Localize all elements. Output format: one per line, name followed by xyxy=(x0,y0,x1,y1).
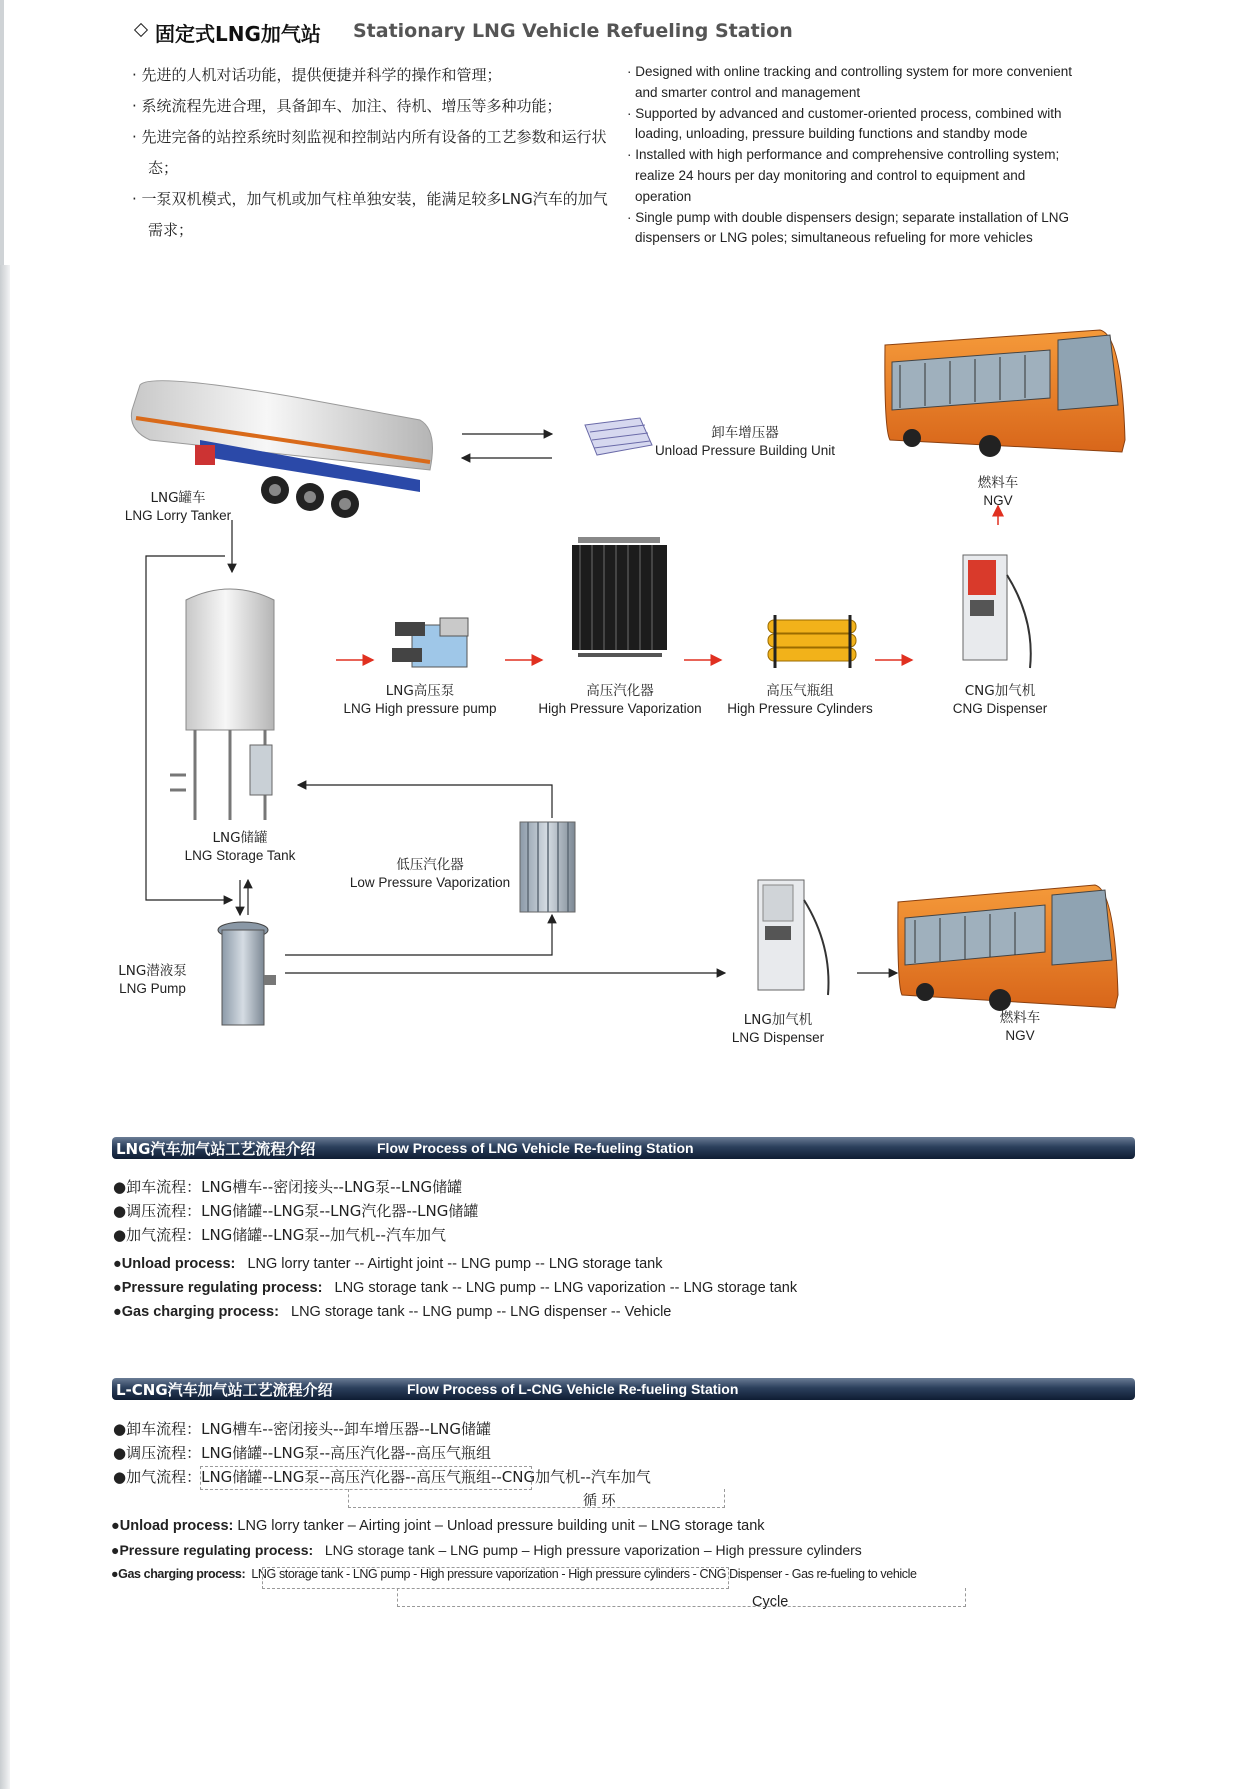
cycle-label-en: Cycle xyxy=(752,1594,789,1610)
label-lng-dispenser: LNG加气机 LNG Dispenser xyxy=(731,1012,825,1045)
lng-hp-pump-icon xyxy=(392,618,468,667)
feature-zh-item: · 系统流程先进合理，具备卸车、加注、待机、增压等多种功能； xyxy=(132,97,562,115)
lng-process-zh: ●卸车流程：LNG槽车--密闭接头--LNG泵--LNG储罐 xyxy=(113,1178,463,1196)
lcng-process-zh: ●卸车流程：LNG槽车--密闭接头--卸车增压器--LNG储罐 xyxy=(113,1420,491,1438)
label-tanker: LNG罐车 LNG Lorry Tanker xyxy=(124,490,232,523)
lng-storage-tank-icon xyxy=(170,589,274,820)
unload-pressure-unit-icon xyxy=(585,418,652,455)
label-hp-cylinders: 高压气瓶组 High Pressure Cylinders xyxy=(727,683,873,716)
lng-process-en: ●Pressure regulating process: LNG storage tank -- LNG pump -- LNG vaporization -- LNG storage tank xyxy=(113,1280,798,1296)
hp-vaporizer-icon xyxy=(572,540,667,655)
cycle-label-zh: 循 环 xyxy=(583,1493,616,1509)
lng-process-en: ●Gas charging process: LNG storage tank -- LNG pump -- LNG dispenser -- Vehicle xyxy=(113,1304,672,1320)
cng-dispenser-icon xyxy=(963,555,1031,668)
label-lng-pump: LNG潜液泵 LNG Pump xyxy=(118,963,187,996)
cycle-bracket-en-lower xyxy=(397,1588,966,1607)
label-hp-vapor: 高压汽化器 High Pressure Vaporization xyxy=(538,683,702,716)
label-lp-vapor: 低压汽化器 Low Pressure Vaporization xyxy=(349,857,511,890)
feature-en-item: · Designed with online tracking and controlling system for more convenient and smarter control and management xyxy=(627,64,1072,100)
cycle-bracket-zh-lower xyxy=(348,1489,725,1508)
label-storage-tank: LNG储罐 LNG Storage Tank xyxy=(184,830,296,863)
lcng-process-en: ●Pressure regulating process: LNG storage tank – LNG pump – High pressure vaporization – High pressure cylinders xyxy=(111,1542,862,1558)
ngv-bus-bottom-icon xyxy=(898,885,1118,1011)
feature-en-item: · Single pump with double dispensers design; separate installation of LNG dispensers or LNG poles; simultaneous refueling for more vehicles xyxy=(627,209,1070,246)
page-title-en: Stationary LNG Vehicle Refueling Station xyxy=(353,20,793,42)
cycle-bracket-en xyxy=(262,1567,729,1589)
feature-zh-item: · 先进完备的站控系统时刻监视和控制站内所有设备的工艺参数和运行状态； xyxy=(132,128,607,177)
label-hp-pump: LNG高压泵 LNG High pressure pump xyxy=(343,683,497,716)
lng-process-zh: ●调压流程：LNG储罐--LNG泵--LNG汽化器--LNG储罐 xyxy=(113,1202,479,1220)
label-ngv-bottom: 燃料车 NGV xyxy=(999,1010,1041,1043)
feature-en-item: · Supported by advanced and customer-oriented process, combined with loading, unloading, pressure building functions and standby mode xyxy=(627,105,1062,142)
lcng-process-zh: ●加气流程：LNG储罐--LNG泵--高压汽化器--高压气瓶组--CNG加气机--汽车加气 xyxy=(113,1468,651,1486)
lp-vaporizer-icon xyxy=(520,822,575,912)
section-title-zh: L-CNG汽车加气站工艺流程介绍 xyxy=(116,1381,333,1399)
section-title-zh: LNG汽车加气站工艺流程介绍 xyxy=(116,1140,316,1158)
lcng-process-zh: ●调压流程：LNG储罐--LNG泵--高压汽化器--高压气瓶组 xyxy=(113,1444,491,1462)
section-bar-lng xyxy=(112,1137,1135,1159)
page-title-zh: 固定式LNG加气站 xyxy=(155,22,321,46)
feature-en-item: · Installed with high performance and comprehensive controlling system; realize 24 hours per day monitoring and control to equipment and operation xyxy=(627,147,1060,204)
ngv-bus-top-icon xyxy=(885,330,1125,457)
lng-pump-icon xyxy=(218,922,276,1025)
cycle-bracket-zh xyxy=(200,1466,532,1490)
label-ngv-top: 燃料车 NGV xyxy=(977,475,1019,508)
section-title-en: Flow Process of LNG Vehicle Re-fueling Station xyxy=(377,1140,694,1156)
lng-process-en: ●Unload process: LNG lorry tanter -- Airtight joint -- LNG pump -- LNG storage tank xyxy=(113,1256,663,1272)
feature-zh-item: · 一泵双机模式，加气机或加气柱单独安装，能满足较多LNG汽车的加气需求； xyxy=(132,190,608,239)
label-cng-dispenser: CNG加气机 CNG Dispenser xyxy=(952,683,1048,716)
label-unload-unit: 卸车增压器 Unload Pressure Building Unit xyxy=(654,425,836,458)
section-title-en: Flow Process of L-CNG Vehicle Re-fueling Station xyxy=(407,1381,739,1397)
section-bar-lcng xyxy=(112,1378,1135,1400)
lcng-process-en: ●Gas charging process: LNG storage tank - LNG pump - High pressure vaporization - High pressure cylinders - CNG Dispenser - Gas re-fueling to vehicle xyxy=(111,1567,917,1581)
lng-process-zh: ●加气流程：LNG储罐--LNG泵--加气机--汽车加气 xyxy=(113,1226,446,1244)
lng-dispenser-icon xyxy=(758,880,829,995)
hp-cylinders-icon xyxy=(768,615,856,668)
feature-zh-item: · 先进的人机对话功能，提供便捷并科学的操作和管理； xyxy=(132,66,502,84)
lcng-process-en: ●Unload process: LNG lorry tanker – Airting joint – Unload pressure building unit – LNG storage tank xyxy=(111,1518,765,1534)
